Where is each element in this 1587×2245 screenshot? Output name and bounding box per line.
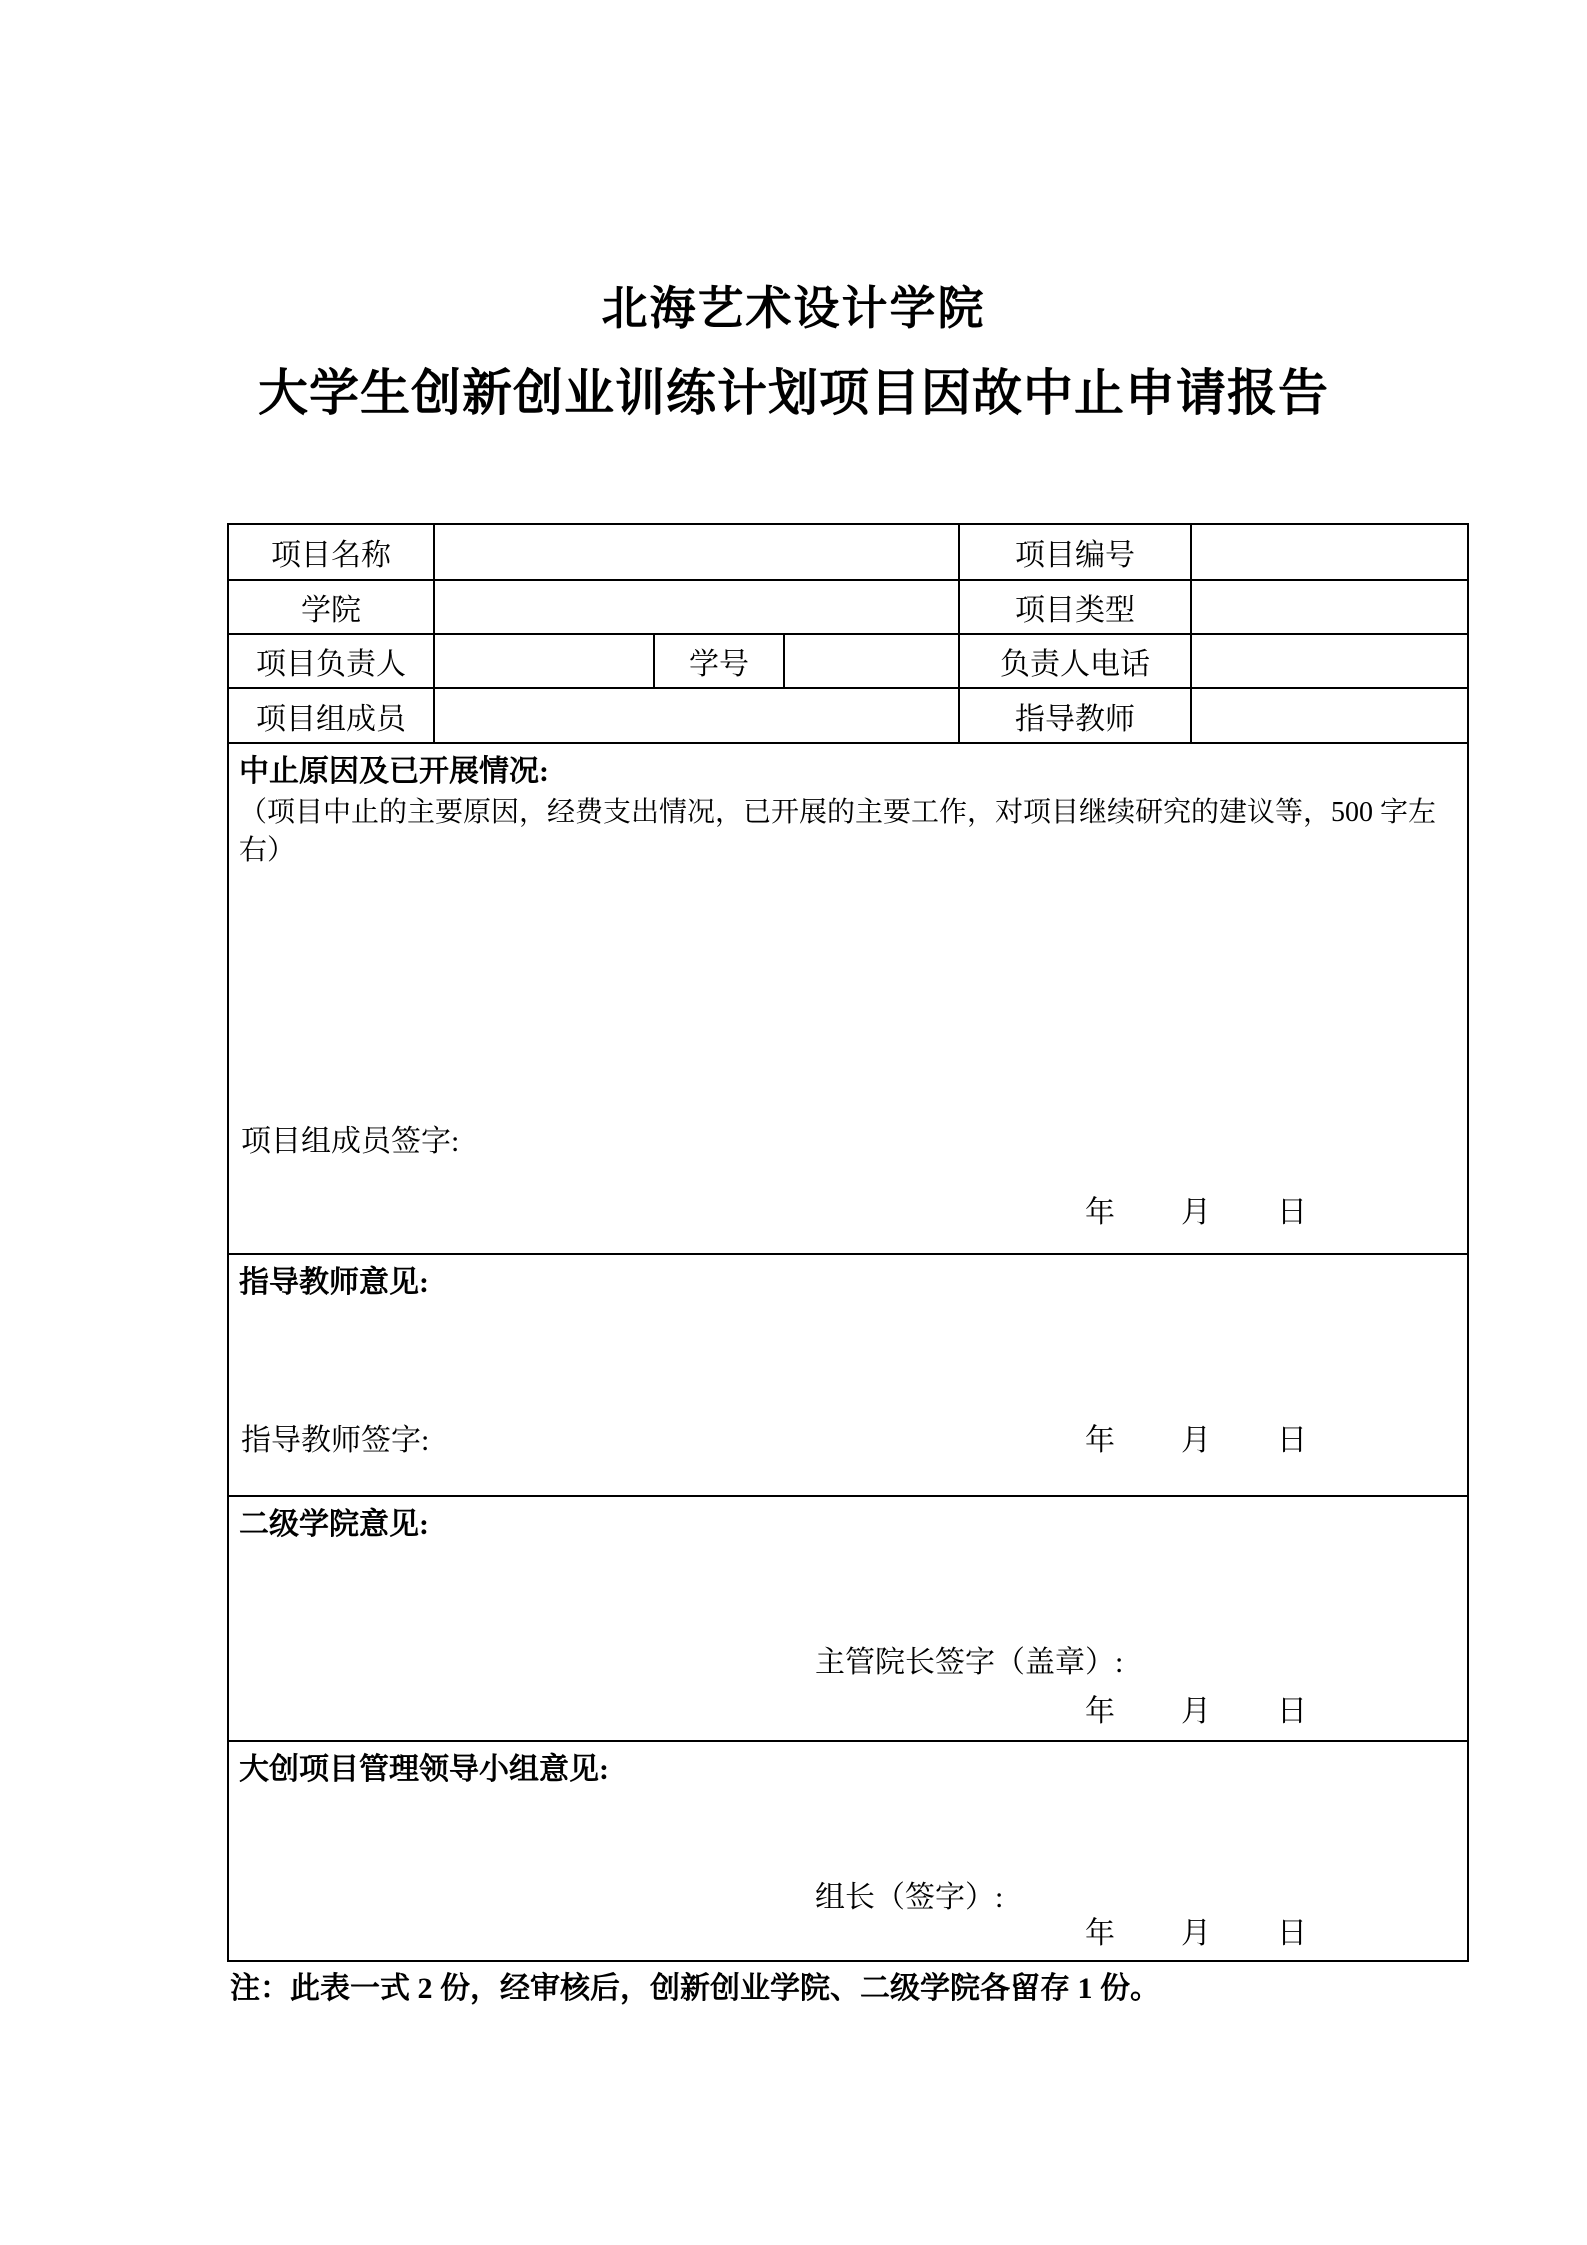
termination-date-line [1085, 1187, 1307, 1231]
project-name-label: 项目名称 [229, 525, 435, 579]
project-type-label: 项目类型 [960, 581, 1192, 633]
month-label: 月 [1181, 1196, 1211, 1229]
project-type-value[interactable] [1192, 581, 1467, 633]
leader-phone-value[interactable] [1192, 635, 1467, 687]
college-date-line [1085, 1686, 1307, 1730]
year-label: 年 [1085, 1196, 1115, 1229]
month-label: 月 [1181, 1917, 1211, 1950]
college-value[interactable] [435, 581, 960, 633]
leader-phone-label: 负责人电话 [960, 635, 1192, 687]
project-members-value[interactable] [435, 689, 960, 742]
table-row-members [229, 689, 1467, 744]
info-table [227, 523, 1469, 1962]
year-label: 年 [1085, 1424, 1115, 1457]
page-title-college: 北海艺术设计学院 [601, 283, 986, 334]
table-row-leader [229, 635, 1467, 689]
year-label: 年 [1085, 1917, 1115, 1950]
footer-note: 注：此表一式 2 份，经审核后，创新创业学院、二级学院各留存 1 份。 [230, 1972, 1160, 2005]
table-row-project-name [229, 525, 1467, 581]
section-college-opinion[interactable] [229, 1497, 1467, 1742]
section-advisor-opinion[interactable] [229, 1255, 1467, 1497]
termination-reason-heading: 中止原因及已开展情况: [239, 755, 549, 788]
advisor-signature-label: 指导教师签字: [241, 1424, 430, 1457]
day-label: 日 [1277, 1695, 1307, 1728]
advisor-value[interactable] [1192, 689, 1467, 742]
day-label: 日 [1277, 1917, 1307, 1950]
advisor-label: 指导教师 [960, 689, 1192, 742]
advisor-opinion-heading: 指导教师意见: [239, 1266, 429, 1299]
college-opinion-heading: 二级学院意见: [239, 1508, 429, 1541]
day-label: 日 [1277, 1196, 1307, 1229]
table-row-college [229, 581, 1467, 635]
member-signature-label: 项目组成员签字: [241, 1125, 460, 1158]
section-leading-group-opinion[interactable] [229, 1742, 1467, 1960]
advisor-signature-line [241, 1415, 1307, 1459]
student-id-label: 学号 [655, 635, 785, 687]
month-label: 月 [1181, 1695, 1211, 1728]
project-name-value[interactable] [435, 525, 960, 579]
section-termination-reason[interactable] [229, 744, 1467, 1255]
year-label: 年 [1085, 1695, 1115, 1728]
month-label: 月 [1181, 1424, 1211, 1457]
college-label: 学院 [229, 581, 435, 633]
leading-group-opinion-heading: 大创项目管理领导小组意见: [239, 1753, 609, 1786]
project-leader-value[interactable] [435, 635, 655, 687]
day-label: 日 [1277, 1424, 1307, 1457]
page-title-form: 大学生创新创业训练计划项目因故中止申请报告 [258, 365, 1329, 421]
advisor-date-line [1085, 1415, 1307, 1459]
leading-group-date-line [1085, 1908, 1307, 1952]
project-members-label: 项目组成员 [229, 689, 435, 742]
student-id-value[interactable] [785, 635, 960, 687]
project-leader-label: 项目负责人 [229, 635, 435, 687]
project-number-label: 项目编号 [960, 525, 1192, 579]
termination-reason-note: （项目中止的主要原因，经费支出情况，已开展的主要工作，对项目继续研究的建议等，500 字左右） [239, 797, 1437, 866]
project-number-value[interactable] [1192, 525, 1467, 579]
group-leader-signature-label: 组长（签字）: [815, 1881, 1004, 1914]
dean-signature-label: 主管院长签字（盖章）: [815, 1646, 1124, 1679]
